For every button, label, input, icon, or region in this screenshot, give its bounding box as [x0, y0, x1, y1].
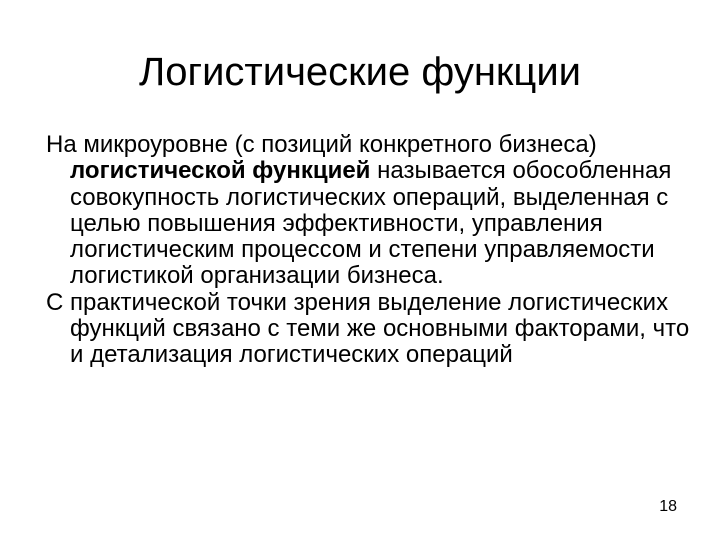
paragraph-definition	[46, 132, 696, 290]
paragraph-definition-term: логистической функцией	[70, 157, 371, 185]
paragraph-practical-view: С практической точки зрения выделение логистических функций связано с теми же основными факторами, что и детализация логистических операций	[46, 288, 690, 369]
paragraph-definition-intro: На микроуровне (с позиций конкретного бизнеса)	[46, 131, 597, 158]
paragraph-definition-rest: называется обособленная совокупность логистических операций, выделенная с целью повышения эффективности, управления логистическим процессом и степени управляемости логистикой организации бизнеса.	[70, 157, 672, 290]
slide-title: Логистические функции	[138, 50, 582, 94]
page-number: 18	[659, 498, 677, 515]
slide-body	[46, 132, 696, 369]
